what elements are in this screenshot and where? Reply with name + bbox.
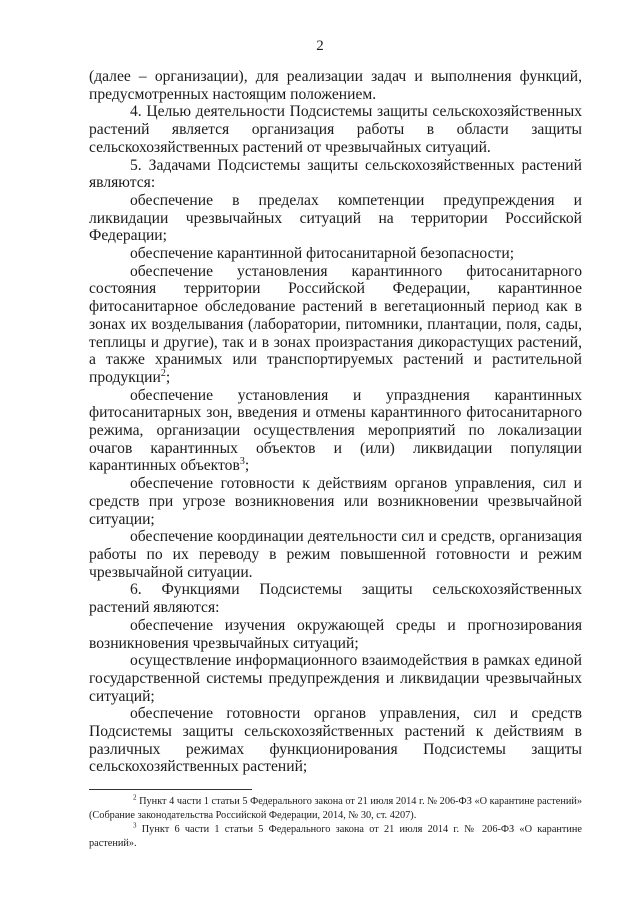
paragraph: обеспечение изучения окружающей среды и прогнозирования возникновения чрезвычайных ситуаций; <box>89 616 582 652</box>
paragraph: обеспечение готовности к действиям органов управления, сил и средств при угрозе возникновения или возникновении чрезвычайной ситуации; <box>89 475 582 528</box>
paragraph: 4. Целью деятельности Подсистемы защиты сельскохозяйственных растений является организация работы в области защиты сельскохозяйственных растений от чрезвычайных ситуаций. <box>89 103 582 156</box>
paragraph: (далее – организации), для реализации задач и выполнения функций, предусмотренных настоящим положением. <box>89 68 582 103</box>
footnote-mark: 2 <box>133 793 137 802</box>
footnote: $^2$ Пункт 4 части 1 статьи 5 Федерального закона от 21 июля 2014 г. № 206-ФЗ «О карантине растений» (Собрание законодательства Российской Федерации, 2014, № 30, ст. 4207). <box>89 793 582 821</box>
body-text <box>89 68 582 776</box>
footnotes <box>89 795 582 851</box>
footnote-ref[interactable]: 3 <box>239 456 245 468</box>
page-number: 2 <box>316 38 324 54</box>
footnote-divider <box>89 789 252 790</box>
paragraph: обеспечение в пределах компетенции предупреждения и ликвидации чрезвычайных ситуаций на территории Российской Федерации; <box>89 191 582 245</box>
paragraph: обеспечение готовности органов управления, сил и средств Подсистемы защиты сельскохозяйственных растений к действиям в различных режимах функционирования Подсистемы защиты сельскохозяйственных растений; <box>89 705 582 776</box>
paragraph: обеспечение установления карантинного фитосанитарного состояния территории Российской Федерации, карантинное фитосанитарное обследование растений в вегетационный период как в зонах их возделывания (лаборатории, питомники, плантации, поля, сады, теплицы и другие), так и в зонах произрастания дикорастущих растений, а также хранимых или транспортируемых растений и растительной продукции$^2$; <box>89 262 582 386</box>
footnote-ref[interactable]: 2 <box>160 367 166 379</box>
footnote: $^3$ Пункт 6 части 1 статьи 5 Федерального закона от 21 июля 2014 г. № 206-ФЗ «О карантине растений». <box>89 821 582 849</box>
paragraph: 5. Задачами Подсистемы защиты сельскохозяйственных растений являются: <box>89 156 582 192</box>
paragraph: обеспечение карантинной фитосанитарной безопасности; <box>130 245 515 263</box>
paragraph: обеспечение установления и упразднения карантинных фитосанитарных зон, введения и отмены карантинного фитосанитарного режима, организации осуществления мероприятий по локализации очагов карантинных объектов и (или) ликвидации популяции карантинных объектов$^3$; <box>89 386 582 475</box>
paragraph: 6. Функциями Подсистемы защиты сельскохозяйственных растений являются: <box>89 581 582 617</box>
paragraph: обеспечение координации деятельности сил и средств, организация работы по их переводу в режим повышенной готовности и режим чрезвычайной ситуации. <box>89 528 582 581</box>
footnote-mark: 3 <box>133 821 137 830</box>
paragraph: осуществление информационного взаимодействия в рамках единой государственной системы предупреждения и ликвидации чрезвычайных ситуаций; <box>89 652 582 705</box>
